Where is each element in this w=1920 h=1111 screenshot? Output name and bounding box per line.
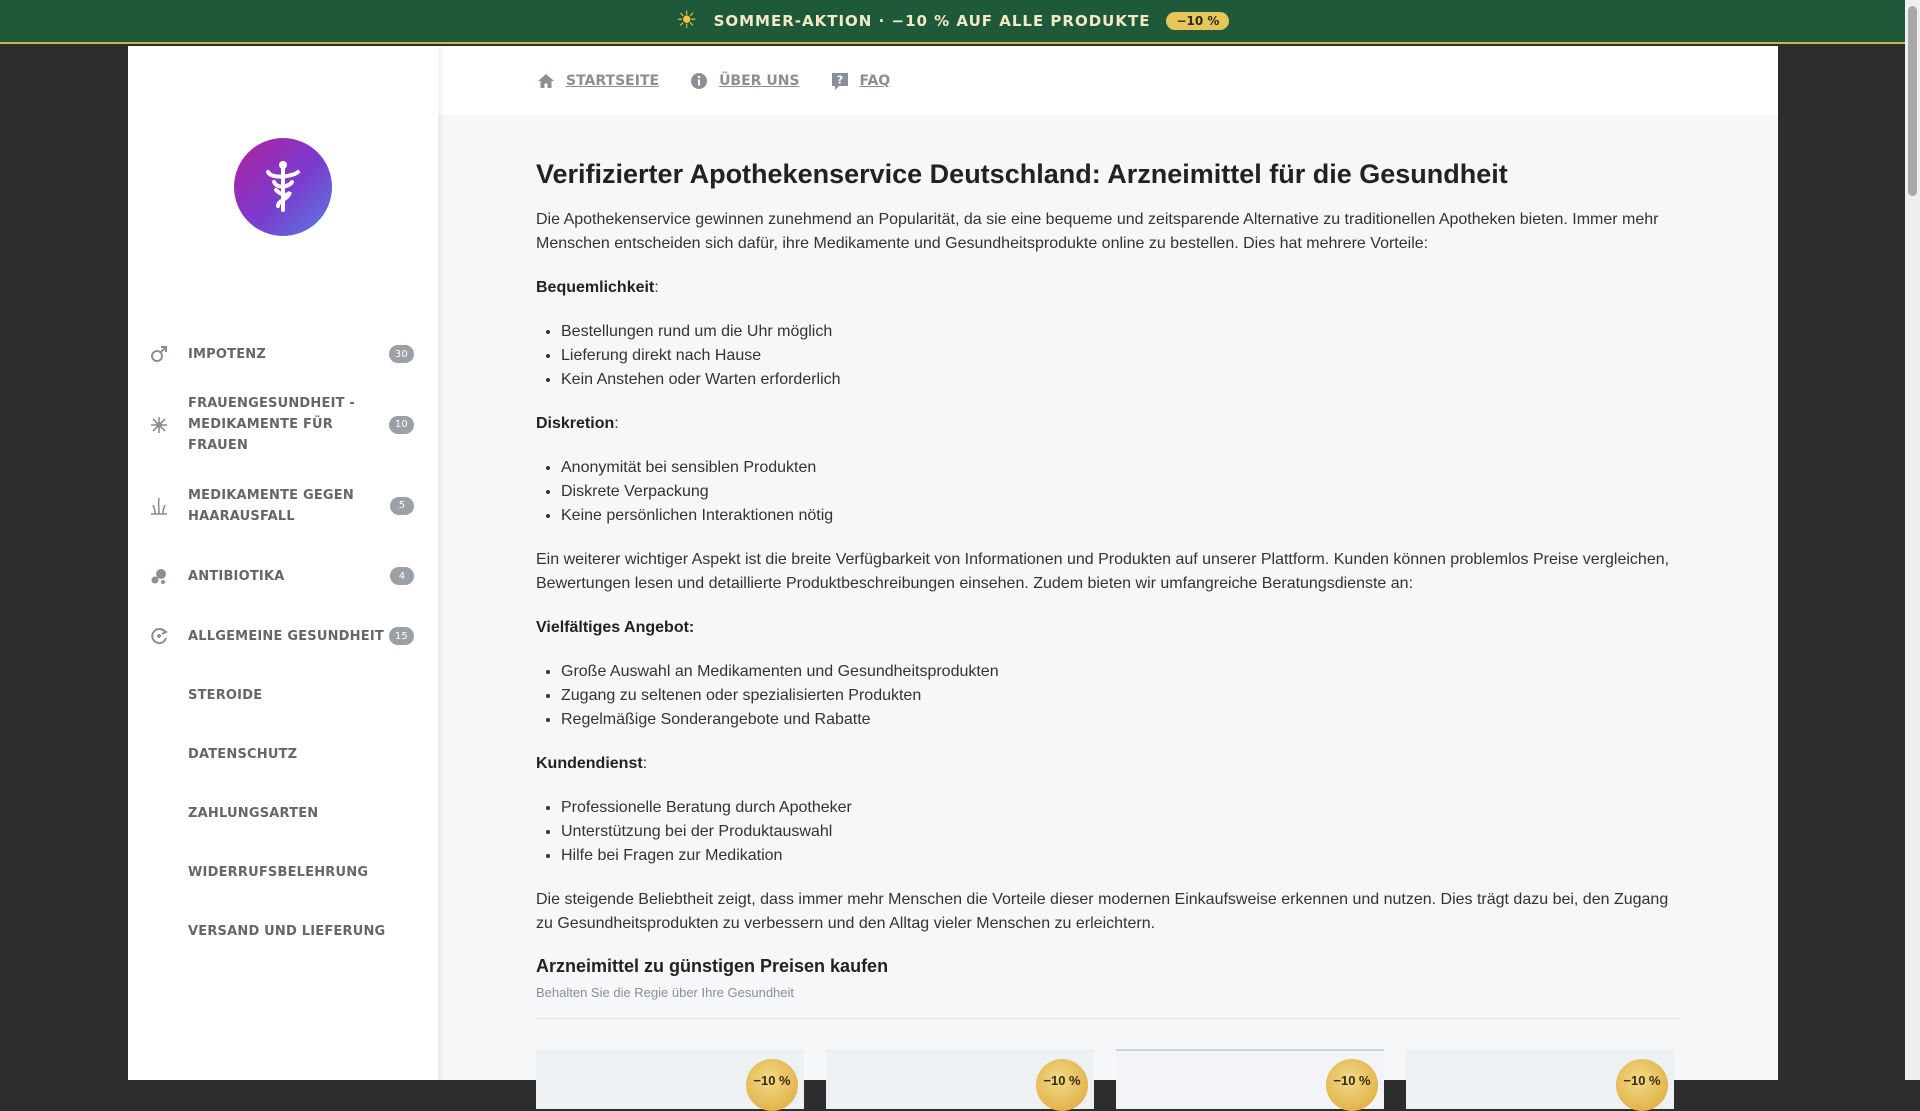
list-item: • Lieferung direkt nach Hause xyxy=(561,344,1680,368)
list-item: • Unterstützung bei der Produktauswahl xyxy=(561,820,1680,844)
section-tagline: Behalten Sie die Regie über Ihre Gesundheit xyxy=(536,985,795,1001)
scrollbar[interactable] xyxy=(1905,0,1920,1080)
sidebar-item-label: IMPOTENZ xyxy=(188,346,267,362)
item-count-badge: 30 xyxy=(389,345,414,363)
list-item: • Hilfe bei Fragen zur Medikation xyxy=(561,844,1680,868)
sidebar-item-haarausfall[interactable] xyxy=(128,465,438,546)
sidebar-item-label: STEROIDE xyxy=(188,688,263,703)
list-item: • Bestellungen rund um die Uhr möglich xyxy=(561,320,1680,344)
sidebar-item-label: WIDERRUFSBELEHRUNG xyxy=(188,865,369,880)
sidebar-item-datenschutz[interactable] xyxy=(128,725,438,784)
discount-badge: −10 % xyxy=(1326,1059,1378,1111)
sidebar-item-label: FRAUENGESUNDHEIT - MEDIKAMENTE FÜR FRAUEN xyxy=(188,396,355,453)
discount-badge: −10 % xyxy=(1036,1059,1088,1111)
bullet-list xyxy=(561,456,1680,528)
top-navigation xyxy=(438,46,1778,115)
sidebar-item-label: ANTIBIOTIKA xyxy=(188,568,285,584)
page-frame xyxy=(128,46,1778,1089)
list-item: • Diskrete Verpackung xyxy=(561,480,1680,504)
nav-link-label: STARTSEITE xyxy=(566,72,660,89)
male-symbol-icon xyxy=(146,341,172,367)
item-count-badge: 15 xyxy=(389,627,414,645)
list-item: • Kein Anstehen oder Warten erforderlich xyxy=(561,368,1680,392)
scrollbar-thumb[interactable] xyxy=(1908,6,1917,196)
promo-text: SOMMER-AKTION · −10 % AUF ALLE PRODUKTE xyxy=(713,12,1151,30)
sidebar-item-label: ALLGEMEINE GESUNDHEIT xyxy=(188,628,384,644)
promo-badge: −10 % xyxy=(1166,12,1229,30)
item-count-badge: 5 xyxy=(390,497,414,515)
sidebar-item-label: DATENSCHUTZ xyxy=(188,747,298,762)
product-card[interactable] xyxy=(826,1049,1094,1109)
section-heading: Diskretion: xyxy=(536,415,619,433)
bullet-list xyxy=(561,660,1680,732)
list-item: • Anonymität bei sensiblen Produkten xyxy=(561,456,1680,480)
discount-badge: −10 % xyxy=(1616,1059,1668,1111)
sidebar-item-label: ZAHLUNGSARTEN xyxy=(188,806,319,821)
logo[interactable] xyxy=(234,138,332,236)
question-icon xyxy=(830,71,850,91)
list-item: • Regelmäßige Sonderangebote und Rabatte xyxy=(561,708,1680,732)
sun-icon: ☀ xyxy=(675,7,698,34)
svg-text:?: ? xyxy=(836,73,843,86)
nav-link-faq[interactable] xyxy=(830,71,891,91)
sidebar-item-label: MEDIKAMENTE GEGEN HAARAUSFALL xyxy=(188,487,354,524)
sidebar-item-allgemeine-gesundheit[interactable] xyxy=(128,606,438,666)
list-item: • Keine persönlichen Interaktionen nötig xyxy=(561,504,1680,528)
list-item: • Professionelle Beratung durch Apotheker xyxy=(561,796,1680,820)
list-item: • Große Auswahl an Medikamenten und Gesundheitsprodukten xyxy=(561,660,1680,684)
paragraph: Ein weiterer wichtiger Aspekt ist die breite Verfügbarkeit von Informationen und Produkten auf unserer Plattform. Kunden können problemlos Preise vergleichen, Bewertungen lesen und detaillierte Produktbeschreibungen einsehen. Zudem bieten wir umfangreiche Beratungsdienste an: xyxy=(536,551,1670,593)
sidebar-item-frauengesundheit[interactable] xyxy=(128,384,438,465)
health-cycle-icon xyxy=(146,623,172,649)
bullet-list xyxy=(561,320,1680,392)
sidebar-item-label: VERSAND UND LIEFERUNG xyxy=(188,924,386,939)
product-card[interactable] xyxy=(536,1049,804,1109)
nav-link-about[interactable] xyxy=(689,71,799,91)
hair-icon xyxy=(146,493,172,519)
bacteria-icon xyxy=(146,563,172,589)
product-card[interactable] xyxy=(1116,1049,1384,1109)
caduceus-icon xyxy=(252,156,314,218)
flower-icon xyxy=(146,412,172,438)
main-content xyxy=(438,46,1778,1089)
promo-banner xyxy=(0,0,1905,44)
discount-badge: −10 % xyxy=(746,1059,798,1111)
info-icon xyxy=(689,71,709,91)
sidebar xyxy=(128,46,438,1080)
sidebar-item-widerrufsbelehrung[interactable] xyxy=(128,843,438,902)
list-item: • Zugang zu seltenen oder spezialisierten Produkten xyxy=(561,684,1680,708)
section-title: Arzneimittel zu günstigen Preisen kaufen xyxy=(536,956,889,977)
category-list xyxy=(128,324,438,961)
sidebar-item-impotenz[interactable] xyxy=(128,324,438,384)
sidebar-item-antibiotika[interactable] xyxy=(128,546,438,606)
nav-link-label: FAQ xyxy=(859,72,891,89)
section-heading: Vielfältiges Angebot: xyxy=(536,619,695,637)
product-card[interactable] xyxy=(1406,1049,1674,1109)
nav-link-label: ÜBER UNS xyxy=(719,72,800,89)
item-count-badge: 10 xyxy=(389,416,414,434)
home-icon xyxy=(536,71,556,91)
section-heading: Kundendienst: xyxy=(536,755,648,773)
section-heading: Bequemlichkeit: xyxy=(536,279,659,297)
sidebar-item-steroide[interactable] xyxy=(128,666,438,725)
bullet-list xyxy=(561,796,1680,868)
intro-paragraph: Die Apothekenservice gewinnen zunehmend an Popularität, da sie eine bequeme und zeitsparende Alternative zu traditionellen Apotheken bieten. Immer mehr Menschen entscheiden sich dafür, ihre Medikamente und Gesundheitsprodukte online zu bestellen. Dies hat mehrere Vorteile: xyxy=(536,211,1659,253)
article xyxy=(438,115,1778,1109)
page-title: Verifizierter Apothekenservice Deutschland: Arzneimittel für die Gesundheit xyxy=(536,159,1508,189)
sidebar-item-versand[interactable] xyxy=(128,902,438,961)
product-grid xyxy=(536,1049,1680,1109)
divider xyxy=(536,1018,1680,1019)
sidebar-item-zahlungsarten[interactable] xyxy=(128,784,438,843)
item-count-badge: 4 xyxy=(390,567,414,585)
paragraph: Die steigende Beliebtheit zeigt, dass immer mehr Menschen die Vorteile dieser modernen Einkaufsweise erkennen und nutzen. Dies trägt dazu bei, den Zugang zu Gesundheitsprodukten zu verbessern und den Alltag vieler Menschen zu erleichtern. xyxy=(536,891,1669,933)
nav-link-home[interactable] xyxy=(536,71,659,91)
